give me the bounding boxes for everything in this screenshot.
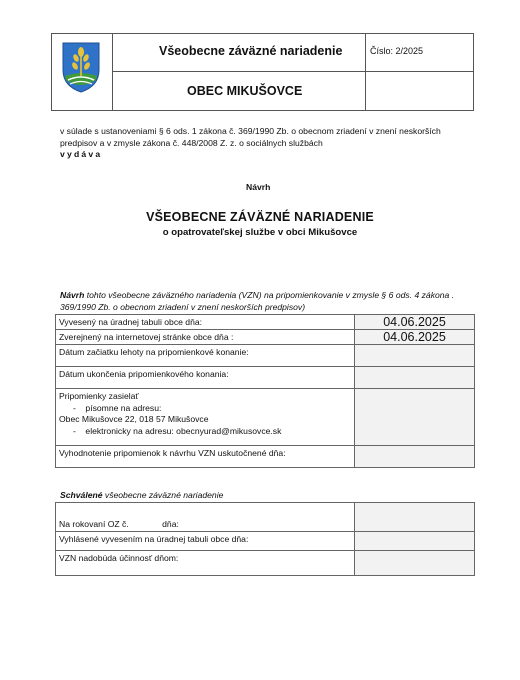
publication-table xyxy=(55,314,475,468)
comments-address: Obec Mikušovce 22, 018 57 Mikušovce xyxy=(59,414,209,424)
coat-of-arms-icon xyxy=(60,40,102,94)
draft-note xyxy=(60,290,470,313)
comments-title: Pripomienky zasielať xyxy=(59,391,139,401)
number-label: Číslo: xyxy=(370,46,394,56)
table-row xyxy=(56,551,475,576)
number-value: 2/2025 xyxy=(395,46,424,56)
document-title: VŠEOBECNE ZÁVÄZNÉ NARIADENIE xyxy=(146,210,374,224)
table-row xyxy=(56,367,475,389)
approved-lead: Schválené xyxy=(60,490,103,500)
evaluation-label: Vyhodnotenie pripomienok k návrhu VZN uskutočnené dňa: xyxy=(56,446,355,468)
header-title: Všeobecne záväzné nariadenie xyxy=(159,44,343,58)
header-box xyxy=(51,33,474,111)
row-value xyxy=(355,503,475,532)
row-label: Dátum ukončenia pripomienkového konania: xyxy=(56,367,355,389)
row-value xyxy=(355,345,475,367)
table-row xyxy=(56,345,475,367)
approval-table xyxy=(55,502,475,576)
table-row xyxy=(56,330,475,345)
comments-cell xyxy=(56,389,355,446)
row-label: Vyhlásené vyvesením na úradnej tabuli obce dňa: xyxy=(56,532,355,551)
table-row xyxy=(56,532,475,551)
row-value xyxy=(355,532,475,551)
table-row xyxy=(56,503,475,532)
municipality-name: OBEC MIKUŠOVCE xyxy=(187,84,303,98)
row-value xyxy=(355,446,475,468)
row-label: Na rokovaní OZ č. dňa: xyxy=(56,503,355,532)
table-row xyxy=(56,315,475,330)
row-label: Dátum začiatku lehoty na pripomienkové konanie: xyxy=(56,345,355,367)
row-label: Vyvesený na úradnej tabuli obce dňa: xyxy=(56,315,355,330)
row-value xyxy=(355,389,475,446)
row-value xyxy=(355,551,475,576)
document-number xyxy=(370,46,423,56)
row-value: 04.06.2025 xyxy=(355,315,475,330)
row-label: Zverejnený na internetovej stránke obce dňa : xyxy=(56,330,355,345)
approved-text: všeobecne záväzné nariadenie xyxy=(102,490,224,500)
document-subtitle: o opatrovateľskej službe v obci Mikušovce xyxy=(162,227,358,238)
approved-note xyxy=(60,490,223,500)
row-value: 04.06.2025 xyxy=(355,330,475,345)
vydava-label: vydáva xyxy=(60,149,103,159)
comments-item-postal: - písomne na adresu: xyxy=(73,402,162,413)
row-value xyxy=(355,367,475,389)
draft-label: Návrh xyxy=(246,182,271,192)
table-row xyxy=(56,389,475,446)
row-label: VZN nadobúda účinnosť dňom: xyxy=(56,551,355,576)
draft-note-text: tohto všeobecne záväzného nariadenia (VZN) na pripomienkovanie v zmysle § 6 ods. 4 zákona . 369/1990 Zb. o obecnom zriadení v znení neskorších predpisov) xyxy=(60,290,455,312)
comments-item-email: - elektronicky na adresu: obecnyurad@mikusovce.sk xyxy=(73,425,282,436)
table-row xyxy=(56,446,475,468)
intro-text: v súlade s ustanoveniami § 6 ods. 1 zákona č. 369/1990 Zb. o obecnom zriadení v znení neskorších predpisov a v zmysle zákona č. 448/2008 Z. z. o sociálnych službách xyxy=(60,126,441,148)
draft-note-lead: Návrh xyxy=(60,290,85,300)
